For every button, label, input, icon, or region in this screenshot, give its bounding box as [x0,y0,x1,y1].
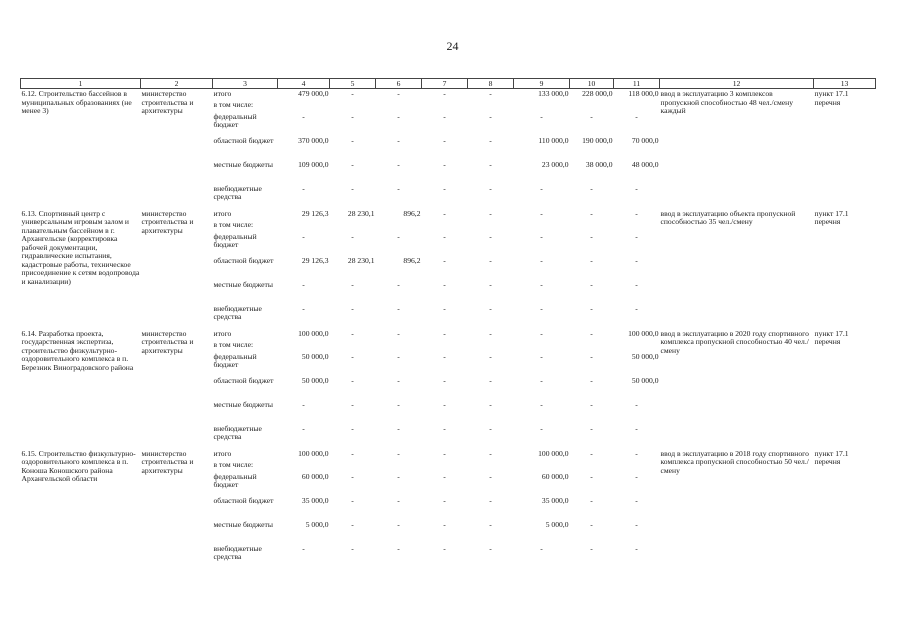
funding-value: - [540,304,543,313]
funding-source: областной бюджет [213,256,274,265]
funding-value: - [397,376,400,385]
funding-source: местные бюджеты [213,280,273,289]
funding-value: - [443,448,446,458]
executor: министерство строительства и архитектуры [141,89,194,115]
funding-value: 100 000,0 [538,448,569,458]
funding-value: - [351,112,354,121]
funding-value: 29 126,3 [301,256,329,265]
funding-value: 110 000,0 [538,136,569,145]
funding-value: - [351,472,354,481]
funding-value: - [351,184,354,193]
column-number-row [21,79,876,89]
funding-source: в том числе: [213,100,254,109]
activity-row [21,89,876,101]
reference: пункт 17.1 перечня [814,448,849,466]
funding-value: 100 000,0 [298,328,329,338]
page-number: 24 [446,39,459,53]
funding-value: 50 000,0 [301,352,329,361]
funding-value: - [443,400,446,409]
funding-value: - [489,112,492,121]
funding-value: - [397,232,400,241]
funding-value [514,221,570,233]
funding-value: - [351,328,354,338]
funding-value: - [302,112,305,121]
funding-value: - [635,232,638,241]
funding-source: в том числе: [213,460,254,469]
funding-value: - [590,352,593,361]
funding-value: 48 000,0 [631,160,659,169]
activity-name: 6.14. Разработка проекта, государственная экспертиза, строительство физкультурно-оздоровительного комплекса в п. Березник Виноградовского района [21,328,134,372]
funding-value: - [489,472,492,481]
funding-value [278,101,330,113]
funding-source: местные бюджеты [213,400,273,409]
funding-value [278,461,330,473]
funding-value [468,341,514,353]
funding-value [614,461,660,473]
funding-value: - [540,352,543,361]
funding-value: - [540,400,543,409]
funding-value: - [489,280,492,289]
funding-value: - [443,352,446,361]
funding-source: в том числе: [213,340,254,349]
expected-result: ввод в эксплуатацию 3 комплексов пропускной способностью 48 чел./смену каждый [660,89,794,115]
funding-value: 35 000,0 [541,496,569,505]
funding-value: - [351,232,354,241]
funding-value: - [489,232,492,241]
funding-source: внебюджетные средства [213,304,262,321]
funding-value: - [590,400,593,409]
funding-value: - [590,424,593,433]
funding-value: - [489,424,492,433]
funding-value: - [635,448,638,458]
funding-value: - [397,112,400,121]
funding-value: - [302,400,305,409]
funding-value: - [443,256,446,265]
funding-source: в том числе: [213,220,254,229]
funding-value: - [540,112,543,121]
funding-value: - [397,472,400,481]
funding-value: - [635,424,638,433]
funding-value: - [397,184,400,193]
funding-value: - [635,184,638,193]
column-number: 13 [814,79,876,89]
funding-value: 133 000,0 [538,89,569,98]
funding-value: - [635,256,638,265]
funding-value: - [351,448,354,458]
column-number: 1 [21,79,141,89]
funding-value: - [302,232,305,241]
funding-value: - [397,448,400,458]
funding-value [422,221,468,233]
reference: пункт 17.1 перечня [814,328,849,346]
funding-value: - [489,496,492,505]
funding-value [422,341,468,353]
funding-value [330,221,376,233]
funding-value: - [397,160,400,169]
funding-value: - [443,280,446,289]
funding-source: итого [213,448,232,458]
reference: пункт 17.1 перечня [814,208,849,226]
funding-value: - [351,160,354,169]
funding-value: 896,2 [403,256,421,265]
funding-value: - [489,352,492,361]
funding-value: 896,2 [403,208,421,218]
funding-value: - [590,208,593,218]
activity-row [21,449,876,461]
funding-value: - [351,400,354,409]
funding-value: - [590,448,593,458]
funding-value: - [397,496,400,505]
funding-source: федеральный бюджет [213,232,257,249]
funding-value: - [590,376,593,385]
funding-value [330,101,376,113]
funding-value: - [351,280,354,289]
funding-source: местные бюджеты [213,520,273,529]
funding-value: 70 000,0 [631,136,659,145]
funding-value: - [540,232,543,241]
funding-value: 28 230,1 [347,256,375,265]
funding-value: - [443,520,446,529]
funding-value: 29 126,3 [301,208,329,218]
funding-value: - [397,304,400,313]
funding-value: - [635,520,638,529]
funding-value [376,341,422,353]
funding-value: - [635,400,638,409]
funding-value: - [540,424,543,433]
funding-value: - [540,544,543,553]
funding-value: - [397,280,400,289]
expected-result: ввод в эксплуатацию в 2018 году спортивного комплекса пропускной способностью 50 чел./смену [660,448,809,475]
funding-source: итого [213,208,232,218]
funding-source: внебюджетные средства [213,184,262,201]
funding-value [514,341,570,353]
funding-source: внебюджетные средства [213,544,262,561]
executor: министерство строительства и архитектуры [141,448,194,475]
funding-value: - [351,376,354,385]
funding-value: 23 000,0 [541,160,569,169]
funding-value: - [351,352,354,361]
column-number: 3 [213,79,278,89]
funding-value: 60 000,0 [301,472,329,481]
funding-value: - [489,520,492,529]
funding-value [468,101,514,113]
funding-value: - [302,544,305,553]
funding-value: - [397,520,400,529]
funding-value: 60 000,0 [541,472,569,481]
funding-value: 100 000,0 [628,328,659,338]
funding-value: - [443,112,446,121]
funding-value: - [590,472,593,481]
funding-value [468,461,514,473]
funding-value [278,221,330,233]
funding-value [570,221,614,233]
funding-value: - [397,89,400,98]
funding-value [614,341,660,353]
funding-value: - [302,424,305,433]
funding-value [514,101,570,113]
funding-value: - [351,89,354,98]
funding-value: - [351,520,354,529]
funding-value: - [489,376,492,385]
funding-value: - [351,424,354,433]
funding-value: - [397,328,400,338]
funding-value: - [540,328,543,338]
funding-value [376,221,422,233]
funding-value: - [489,448,492,458]
funding-value: - [443,184,446,193]
funding-value: - [351,544,354,553]
funding-value: 5 000,0 [545,520,569,529]
funding-value: - [489,328,492,338]
funding-value: 50 000,0 [301,376,329,385]
funding-value: - [443,232,446,241]
activity-name: 6.13. Спортивный центр с универсальным игровым залом и плавательным бассейном в г. Архангельске (корректировка рабочей документации, гидравлические испытания, кадастровые работы, техническое присоединение к сетям водопровода и канализации) [21,208,140,286]
funding-source: федеральный бюджет [213,112,257,129]
activity-row [21,209,876,221]
expected-result: ввод в эксплуатацию в 2020 году спортивного комплекса пропускной способностью 40 чел./смену [660,328,809,355]
funding-source: федеральный бюджет [213,352,257,369]
funding-value: - [351,304,354,313]
funding-value [376,461,422,473]
funding-value: - [635,472,638,481]
reference: пункт 17.1 перечня [814,89,849,107]
column-number: 11 [614,79,660,89]
funding-value: 100 000,0 [298,448,329,458]
funding-value: 109 000,0 [298,160,329,169]
activity-name: 6.15. Строительство физкультурно-оздоровительного комплекса в п. Коноша Коношского района Архангельской области [21,448,136,483]
funding-value: - [540,256,543,265]
funding-value [614,221,660,233]
funding-value: - [489,208,492,218]
funding-value: - [397,400,400,409]
funding-value: - [397,424,400,433]
funding-value: - [540,376,543,385]
column-number: 7 [422,79,468,89]
funding-value: - [635,112,638,121]
funding-source: федеральный бюджет [213,472,257,489]
funding-source: итого [213,328,232,338]
column-number: 6 [376,79,422,89]
funding-value: - [443,136,446,145]
activity-name: 6.12. Строительство бассейнов в муниципальных образованиях (не менее 3) [21,89,132,115]
funding-value [468,221,514,233]
funding-source: областной бюджет [213,136,274,145]
funding-value [330,341,376,353]
funding-value: - [590,520,593,529]
column-number: 10 [570,79,614,89]
funding-value: 38 000,0 [585,160,613,169]
funding-value: - [489,136,492,145]
funding-value: - [540,208,543,218]
funding-value [422,461,468,473]
funding-value: - [397,544,400,553]
funding-value [570,101,614,113]
funding-value: - [489,89,492,98]
funding-value: 50 000,0 [631,352,659,361]
column-number: 4 [278,79,330,89]
funding-value: - [443,472,446,481]
funding-value: - [443,89,446,98]
funding-value: - [540,184,543,193]
funding-value: - [302,184,305,193]
funding-value: - [590,280,593,289]
funding-value: - [590,256,593,265]
executor: министерство строительства и архитектуры [141,328,194,355]
funding-value: - [635,544,638,553]
funding-value: - [443,496,446,505]
funding-value: 28 230,1 [347,208,375,218]
funding-value: 228 000,0 [582,89,613,98]
funding-value: - [590,496,593,505]
funding-value: - [590,112,593,121]
funding-value: - [302,304,305,313]
funding-value: 118 000,0 [628,89,659,98]
funding-source: областной бюджет [213,376,274,385]
executor: министерство строительства и архитектуры [141,208,194,235]
column-number: 8 [468,79,514,89]
funding-value: - [489,160,492,169]
funding-value [422,101,468,113]
funding-value: - [590,232,593,241]
funding-value [570,461,614,473]
column-number: 5 [330,79,376,89]
funding-source: местные бюджеты [213,160,273,169]
funding-value [614,101,660,113]
funding-value: - [443,424,446,433]
funding-value: - [351,496,354,505]
funding-value: - [635,496,638,505]
funding-value: - [635,304,638,313]
funding-value: - [590,304,593,313]
funding-value: - [590,544,593,553]
funding-value: 50 000,0 [631,376,659,385]
program-activities-table [20,78,876,569]
funding-source: итого [213,89,232,98]
funding-value: - [590,184,593,193]
column-number: 2 [141,79,213,89]
funding-value: - [489,304,492,313]
column-number: 9 [514,79,570,89]
expected-result: ввод в эксплуатацию объекта пропускной способностью 35 чел./смену [660,208,796,226]
funding-value: - [397,352,400,361]
funding-value: 479 000,0 [298,89,329,98]
funding-value: - [489,544,492,553]
funding-value [570,341,614,353]
funding-value: - [489,184,492,193]
funding-source: внебюджетные средства [213,424,262,441]
funding-value: - [443,544,446,553]
funding-value: 5 000,0 [305,520,329,529]
funding-value: - [443,160,446,169]
funding-value: 370 000,0 [298,136,329,145]
funding-value: 190 000,0 [582,136,613,145]
funding-value: - [302,280,305,289]
funding-value: - [443,328,446,338]
funding-value: - [540,280,543,289]
funding-value: - [397,136,400,145]
funding-value: 35 000,0 [301,496,329,505]
funding-value [278,341,330,353]
funding-value [330,461,376,473]
funding-value: - [443,376,446,385]
funding-value [376,101,422,113]
funding-value: - [351,136,354,145]
funding-source: областной бюджет [213,496,274,505]
funding-value: - [635,280,638,289]
funding-value: - [635,208,638,218]
activity-row [21,329,876,341]
funding-value [514,461,570,473]
funding-value: - [489,400,492,409]
funding-value: - [443,304,446,313]
funding-value: - [590,328,593,338]
column-number: 12 [660,79,814,89]
funding-value: - [443,208,446,218]
funding-value: - [489,256,492,265]
